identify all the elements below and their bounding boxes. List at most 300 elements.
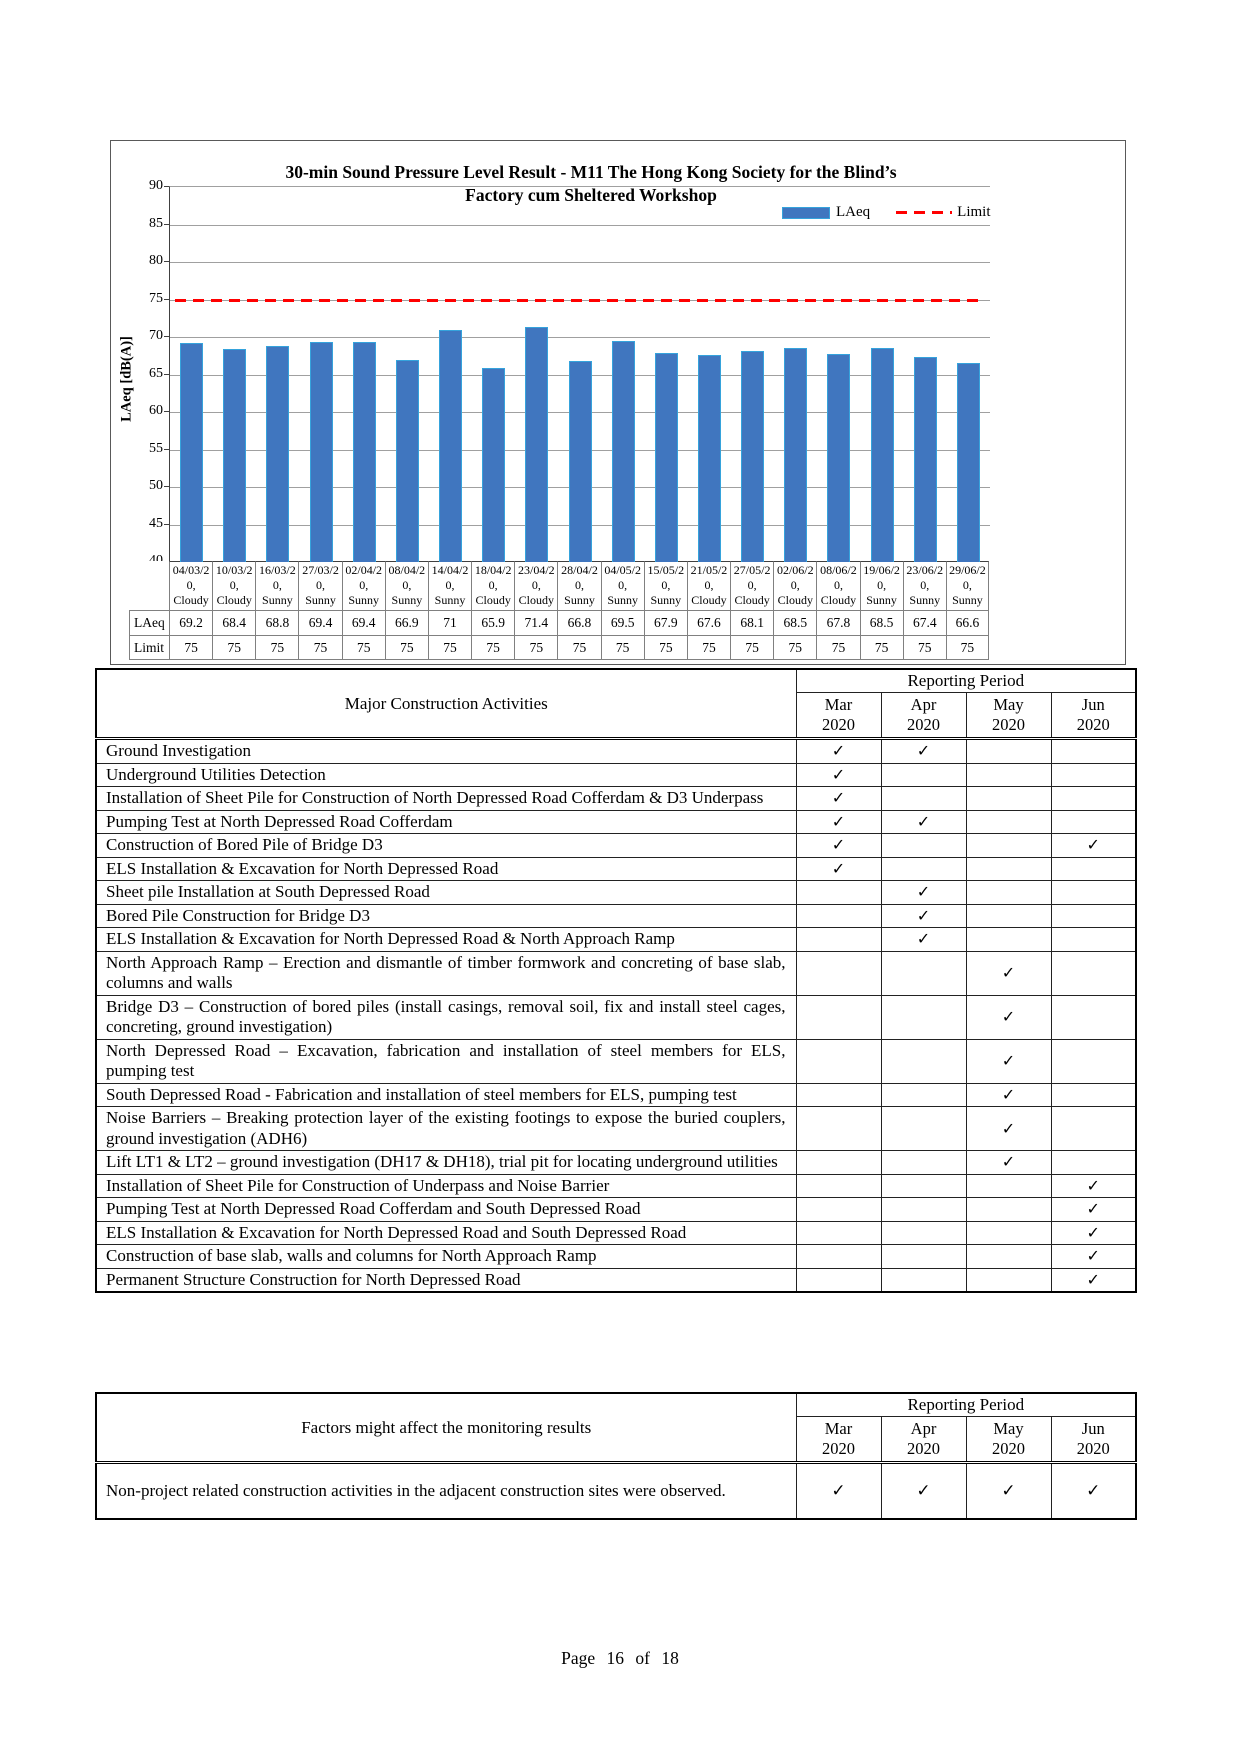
laeq-value-cell: 69.4	[298, 610, 341, 635]
check-cell-jun: ✓	[1051, 834, 1136, 858]
limit-value-cell: 75	[385, 635, 428, 660]
limit-value-cell: 75	[816, 635, 859, 660]
factors-header: Factors might affect the monitoring results	[96, 1393, 796, 1463]
category-date: 23/04/20,	[517, 563, 555, 592]
activity-row-text: Lift LT1 & LT2 – ground investigation (DH17 & DH18), trial pit for locating underground utilities	[106, 1152, 778, 1171]
empty-cell	[1051, 1083, 1136, 1107]
empty-cell	[796, 904, 881, 928]
empty-cell	[796, 1107, 881, 1151]
empty-cell	[796, 1083, 881, 1107]
empty-cell	[1051, 739, 1136, 764]
check-cell-mar: ✓	[796, 763, 881, 787]
check-cell-mar: ✓	[796, 834, 881, 858]
activity-row-text: North Depressed Road – Excavation, fabrication and installation of steel members for ELS, pumping test	[106, 1040, 786, 1080]
category-date: 27/05/20,	[733, 563, 771, 592]
activity-row-text: Bored Pile Construction for Bridge D3	[106, 905, 370, 925]
period-month: Mar	[824, 1419, 853, 1438]
empty-cell	[881, 1107, 966, 1151]
y-tick-label: 80	[149, 253, 163, 268]
laeq-value-cell: 68.8	[255, 610, 298, 635]
laeq-bar	[266, 346, 289, 562]
empty-cell	[796, 1198, 881, 1222]
laeq-value-cell: 65.9	[471, 610, 514, 635]
laeq-value-cell: 66.9	[385, 610, 428, 635]
activity-row-text: ELS Installation & Excavation for North Depressed Road	[106, 858, 499, 878]
category-date: 21/05/20,	[690, 563, 728, 592]
empty-cell	[966, 810, 1051, 834]
check-cell-may: ✓	[966, 1107, 1051, 1151]
category-date: 02/04/20,	[345, 563, 383, 592]
category-label-cell	[730, 561, 773, 610]
activity-row	[96, 1151, 1136, 1175]
empty-cell	[1051, 881, 1136, 905]
empty-cell	[796, 1268, 881, 1292]
y-tick-label: 45	[149, 515, 163, 531]
empty-cell	[1051, 857, 1136, 881]
category-date: 02/06/20,	[776, 563, 814, 592]
period-header-apr	[881, 693, 966, 739]
gridline	[170, 262, 990, 263]
empty-cell	[881, 1221, 966, 1245]
activity-row-text-cell	[96, 1221, 796, 1245]
limit-row-header: Limit	[129, 635, 169, 660]
category-label-cell	[212, 561, 255, 610]
category-weather: Cloudy	[734, 593, 770, 607]
activity-row-text: Permanent Structure Construction for North Depressed Road	[106, 1269, 521, 1289]
check-cell-jun: ✓	[1051, 1174, 1136, 1198]
category-weather: Sunny	[866, 593, 897, 607]
empty-cell	[796, 1221, 881, 1245]
check-cell-jun: ✓	[1051, 1221, 1136, 1245]
check-cell-may: ✓	[966, 951, 1051, 995]
period-month: Jun	[1081, 1419, 1105, 1438]
limit-line	[175, 299, 985, 302]
category-weather: Sunny	[909, 593, 941, 607]
laeq-legend-label: LAeq	[836, 204, 871, 220]
check-cell-jun: ✓	[1051, 1268, 1136, 1292]
category-label-cell	[385, 561, 428, 610]
activity-row-text: Underground Utilities Detection	[106, 764, 326, 784]
limit-value-cell: 75	[773, 635, 816, 660]
limit-value-cell: 75	[298, 635, 341, 660]
laeq-value-cell: 68.4	[212, 610, 255, 635]
activity-row-text: ELS Installation & Excavation for North Depressed Road and South Depressed Road	[106, 1222, 687, 1242]
noise-chart-frame	[110, 140, 1126, 665]
limit-value-cell: 75	[946, 635, 989, 660]
category-date: 18/04/20,	[474, 563, 512, 592]
category-weather: Cloudy	[777, 593, 813, 607]
category-label-cell	[773, 561, 816, 610]
check-cell-apr: ✓	[881, 1463, 966, 1520]
empty-cell	[966, 834, 1051, 858]
laeq-bar	[957, 363, 980, 563]
category-label-cell	[169, 561, 212, 610]
empty-cell	[966, 1268, 1051, 1292]
activity-row-text: ELS Installation & Excavation for North Depressed Road & North Approach Ramp	[106, 929, 675, 948]
laeq-row-header: LAeq	[129, 610, 169, 635]
activity-row-text-cell	[96, 857, 796, 881]
activity-row-text: Construction of Bored Pile of Bridge D3	[106, 835, 383, 854]
activity-row	[96, 787, 1136, 811]
empty-cell	[881, 1268, 966, 1292]
limit-value-cell: 75	[342, 635, 385, 660]
period-month: Mar	[824, 695, 853, 714]
activity-row-text-cell	[96, 834, 796, 858]
limit-legend-swatch	[896, 211, 952, 214]
factors-table	[95, 1392, 1137, 1520]
empty-cell	[966, 1245, 1051, 1269]
check-cell-apr: ✓	[881, 881, 966, 905]
limit-value-cell: 75	[514, 635, 557, 660]
empty-cell	[1051, 1039, 1136, 1083]
activity-row-text-cell	[96, 951, 796, 995]
category-date: 15/05/20,	[647, 563, 685, 592]
category-weather: Sunny	[564, 593, 595, 607]
limit-value-cell: 75	[471, 635, 514, 660]
empty-cell	[881, 1174, 966, 1198]
activity-row-text: Sheet pile Installation at South Depressed Road	[106, 882, 430, 901]
empty-cell	[1051, 1107, 1136, 1151]
category-date: 19/06/20,	[863, 563, 900, 592]
activity-row-text-cell	[96, 763, 796, 787]
category-label-cell	[687, 561, 730, 610]
check-cell-may: ✓	[966, 1463, 1051, 1520]
empty-cell	[966, 739, 1051, 764]
activity-row-text: Pumping Test at North Depressed Road Cofferdam	[106, 811, 453, 831]
period-year: 2020	[822, 1439, 855, 1458]
check-cell-apr: ✓	[881, 810, 966, 834]
check-cell-apr: ✓	[881, 928, 966, 952]
category-label-cell	[860, 561, 903, 610]
y-tick-label: 75	[149, 290, 163, 306]
empty-cell	[1051, 787, 1136, 811]
activity-row-text: Construction of base slab, walls and columns for North Approach Ramp	[106, 1246, 597, 1265]
activity-row-text-cell	[96, 1107, 796, 1151]
category-label-cell	[601, 561, 644, 610]
activity-row-text: Noise Barriers – Breaking protection layer of the existing footings to expose the buried couplers, ground investigation (ADH6)	[106, 1108, 786, 1148]
activity-row	[96, 928, 1136, 952]
period-header-mar	[796, 693, 881, 739]
activity-row	[96, 1174, 1136, 1198]
category-weather: Cloudy	[518, 593, 554, 607]
empty-cell	[796, 1174, 881, 1198]
category-label-cell	[255, 561, 298, 610]
category-weather: Cloudy	[691, 593, 727, 607]
factors-table-body	[96, 1463, 1136, 1520]
limit-value-cell: 75	[601, 635, 644, 660]
activity-row	[96, 1221, 1136, 1245]
y-tick-label: 55	[149, 440, 163, 456]
empty-cell	[796, 881, 881, 905]
empty-cell	[881, 787, 966, 811]
empty-cell	[966, 928, 1051, 952]
activity-row-text-cell	[96, 1268, 796, 1292]
limit-value-cell: 75	[903, 635, 946, 660]
activity-row	[96, 834, 1136, 858]
chart-legend	[779, 204, 994, 221]
chart-data-table	[129, 561, 989, 660]
period-header-mar	[796, 1417, 881, 1463]
laeq-value-cell: 67.4	[903, 610, 946, 635]
empty-cell	[966, 1221, 1051, 1245]
empty-cell	[966, 857, 1051, 881]
category-date: 27/03/20,	[302, 563, 339, 592]
laeq-value-cell: 68.5	[773, 610, 816, 635]
activity-row-text-cell	[96, 1198, 796, 1222]
activity-row	[96, 1083, 1136, 1107]
empty-cell	[881, 1198, 966, 1222]
activities-table	[95, 668, 1137, 1293]
empty-cell	[966, 1198, 1051, 1222]
empty-cell	[796, 1151, 881, 1175]
laeq-value-cell: 71.4	[514, 610, 557, 635]
activity-row-text-cell	[96, 995, 796, 1039]
period-header-apr	[881, 1417, 966, 1463]
laeq-bar	[741, 351, 764, 562]
activity-row	[96, 1107, 1136, 1151]
period-header-jun	[1051, 1417, 1136, 1463]
empty-cell	[1051, 904, 1136, 928]
category-label-cell	[342, 561, 385, 610]
activity-row-text-cell	[96, 739, 796, 764]
empty-cell	[881, 995, 966, 1039]
activity-row-text: Ground Investigation	[106, 741, 251, 760]
category-label-cell	[946, 561, 989, 610]
check-cell-jun: ✓	[1051, 1198, 1136, 1222]
check-cell-apr: ✓	[881, 739, 966, 764]
activities-table-body	[96, 739, 1136, 1293]
category-weather: Cloudy	[475, 593, 511, 607]
laeq-value-cell: 69.5	[601, 610, 644, 635]
laeq-bar	[698, 355, 721, 562]
activity-row	[96, 810, 1136, 834]
check-cell-jun: ✓	[1051, 1245, 1136, 1269]
category-label-cell	[514, 561, 557, 610]
category-weather: Sunny	[607, 593, 638, 607]
empty-cell	[881, 763, 966, 787]
category-label-cell	[471, 561, 514, 610]
y-tick-label: 70	[149, 328, 163, 343]
laeq-bar	[180, 343, 203, 562]
activity-row-text-cell	[96, 810, 796, 834]
period-month: May	[993, 1419, 1024, 1438]
activity-row-text-cell	[96, 928, 796, 952]
check-cell-may: ✓	[966, 995, 1051, 1039]
check-cell-jun: ✓	[1051, 1463, 1136, 1520]
laeq-bar	[569, 361, 592, 562]
empty-cell	[881, 834, 966, 858]
category-date: 29/06/20,	[949, 563, 986, 592]
activity-row-text-cell	[96, 1083, 796, 1107]
limit-value-cell: 75	[644, 635, 687, 660]
activity-row-text-cell	[96, 1039, 796, 1083]
laeq-bar	[223, 349, 246, 562]
period-header-may	[966, 693, 1051, 739]
check-cell-mar: ✓	[796, 1463, 881, 1520]
limit-value-cell: 75	[687, 635, 730, 660]
limit-value-cell: 75	[557, 635, 600, 660]
activity-row-text-cell	[96, 787, 796, 811]
empty-cell	[1051, 928, 1136, 952]
activity-row-text-cell	[96, 1151, 796, 1175]
period-year: 2020	[992, 715, 1025, 734]
category-date: 23/06/20,	[906, 563, 944, 592]
activity-row	[96, 763, 1136, 787]
empty-cell	[881, 951, 966, 995]
activity-row-text: Bridge D3 – Construction of bored piles (install casings, removal soil, fix and install steel cages, concreting, ground investigation)	[106, 996, 786, 1036]
empty-cell	[1051, 763, 1136, 787]
category-weather: Cloudy	[173, 593, 209, 607]
empty-cell	[796, 1245, 881, 1269]
limit-legend-label: Limit	[957, 204, 991, 220]
period-month: Apr	[910, 695, 937, 714]
period-month: Apr	[910, 1419, 937, 1438]
activity-row-text: Installation of Sheet Pile for Construction of North Depressed Road Cofferdam & D3 Underpass	[106, 788, 764, 807]
laeq-value-cell: 66.6	[946, 610, 989, 635]
y-tick-label: 60	[149, 403, 163, 418]
activity-row-text-cell	[96, 881, 796, 905]
category-weather: Cloudy	[216, 593, 252, 607]
activity-row	[96, 1039, 1136, 1083]
activities-header: Major Construction Activities	[96, 669, 796, 739]
period-year: 2020	[907, 715, 940, 734]
laeq-bar	[871, 348, 894, 562]
activity-row-text-cell	[96, 1174, 796, 1198]
y-axis-title: LAeq [dB(A)]	[118, 336, 135, 422]
laeq-bar	[914, 357, 937, 563]
empty-cell	[966, 904, 1051, 928]
period-header-may	[966, 1417, 1051, 1463]
laeq-value-cell: 67.6	[687, 610, 730, 635]
activity-row	[96, 1268, 1136, 1292]
limit-value-cell: 75	[428, 635, 471, 660]
activity-row	[96, 1245, 1136, 1269]
empty-cell	[881, 1245, 966, 1269]
y-tick-label: 50	[149, 478, 163, 493]
laeq-value-cell: 67.8	[816, 610, 859, 635]
page-number: Page 16 of 18	[561, 1648, 679, 1668]
laeq-bar	[310, 342, 333, 563]
check-cell-may: ✓	[966, 1151, 1051, 1175]
empty-cell	[881, 1151, 966, 1175]
empty-cell	[966, 1174, 1051, 1198]
activity-row-text: South Depressed Road - Fabrication and installation of steel members for ELS, pumping test	[106, 1084, 737, 1104]
factor-row-text: Non-project related construction activities in the adjacent construction sites were observed.	[106, 1480, 726, 1500]
y-tick-label: 85	[149, 215, 163, 231]
empty-cell	[1051, 995, 1136, 1039]
chart-title-line2: Factory cum Sheltered Workshop	[465, 185, 717, 205]
category-date: 08/06/20,	[820, 563, 857, 592]
laeq-value-cell: 69.4	[342, 610, 385, 635]
activity-row-text: Pumping Test at North Depressed Road Cofferdam and South Depressed Road	[106, 1199, 641, 1218]
check-cell-may: ✓	[966, 1083, 1051, 1107]
category-date: 16/03/20,	[259, 563, 296, 592]
laeq-bar	[827, 354, 850, 563]
activity-row-text-cell	[96, 1245, 796, 1269]
category-weather: Sunny	[391, 593, 423, 607]
factors-reporting-period-header: Reporting Period	[796, 1393, 1136, 1417]
laeq-bar	[525, 327, 548, 563]
laeq-bar	[612, 341, 635, 562]
period-month: May	[993, 695, 1024, 714]
factor-row	[96, 1463, 1136, 1520]
empty-cell	[966, 763, 1051, 787]
laeq-bar	[396, 360, 419, 562]
period-month: Jun	[1081, 695, 1105, 714]
laeq-bar	[655, 353, 678, 562]
category-label-cell	[816, 561, 859, 610]
gridline	[170, 225, 990, 226]
chart-table-corner	[129, 561, 169, 610]
empty-cell	[796, 928, 881, 952]
empty-cell	[966, 787, 1051, 811]
category-weather: Sunny	[348, 593, 380, 607]
empty-cell	[796, 995, 881, 1039]
empty-cell	[1051, 951, 1136, 995]
check-cell-apr: ✓	[881, 904, 966, 928]
period-year: 2020	[992, 1439, 1025, 1458]
period-header-jun	[1051, 693, 1136, 739]
limit-value-cell: 75	[255, 635, 298, 660]
check-cell-mar: ✓	[796, 787, 881, 811]
period-year: 2020	[1076, 715, 1110, 734]
chart-title	[191, 161, 991, 207]
activities-section	[95, 668, 1137, 1293]
category-label-cell	[644, 561, 687, 610]
category-date: 04/05/20,	[604, 563, 641, 592]
category-date: 08/04/20,	[388, 563, 426, 592]
factors-section	[95, 1392, 1137, 1520]
laeq-value-cell: 68.5	[860, 610, 903, 635]
empty-cell	[796, 1039, 881, 1083]
empty-cell	[881, 857, 966, 881]
factor-row-text-cell	[96, 1463, 796, 1520]
limit-value-cell: 75	[860, 635, 903, 660]
category-date: 14/04/20,	[431, 563, 469, 592]
category-date: 28/04/20,	[561, 563, 598, 592]
activity-row	[96, 1198, 1136, 1222]
limit-value-cell: 75	[169, 635, 212, 660]
laeq-value-cell: 71	[428, 610, 471, 635]
plot-area	[169, 186, 990, 562]
chart-title-line1: 30-min Sound Pressure Level Result - M11 The Hong Kong Society for the Blind’s	[285, 162, 897, 182]
category-label-cell	[557, 561, 600, 610]
laeq-value-cell: 66.8	[557, 610, 600, 635]
activity-row	[96, 739, 1136, 764]
check-cell-mar: ✓	[796, 810, 881, 834]
period-year: 2020	[1076, 1439, 1110, 1458]
category-date: 10/03/20,	[215, 563, 253, 592]
empty-cell	[1051, 810, 1136, 834]
laeq-bar	[439, 330, 462, 563]
gridline	[170, 337, 990, 338]
empty-cell	[1051, 1151, 1136, 1175]
empty-cell	[796, 951, 881, 995]
activity-row-text: Installation of Sheet Pile for Construction of Underpass and Noise Barrier	[106, 1175, 610, 1195]
category-weather: Sunny	[952, 593, 983, 607]
laeq-bar	[353, 342, 376, 563]
activity-row-text-cell	[96, 904, 796, 928]
check-cell-mar: ✓	[796, 857, 881, 881]
activity-row	[96, 904, 1136, 928]
category-label-cell	[428, 561, 471, 610]
period-year: 2020	[822, 715, 855, 734]
category-label-cell	[298, 561, 341, 610]
activity-row	[96, 951, 1136, 995]
category-weather: Sunny	[650, 593, 682, 607]
y-tick-label: 65	[149, 365, 163, 381]
activity-row	[96, 857, 1136, 881]
